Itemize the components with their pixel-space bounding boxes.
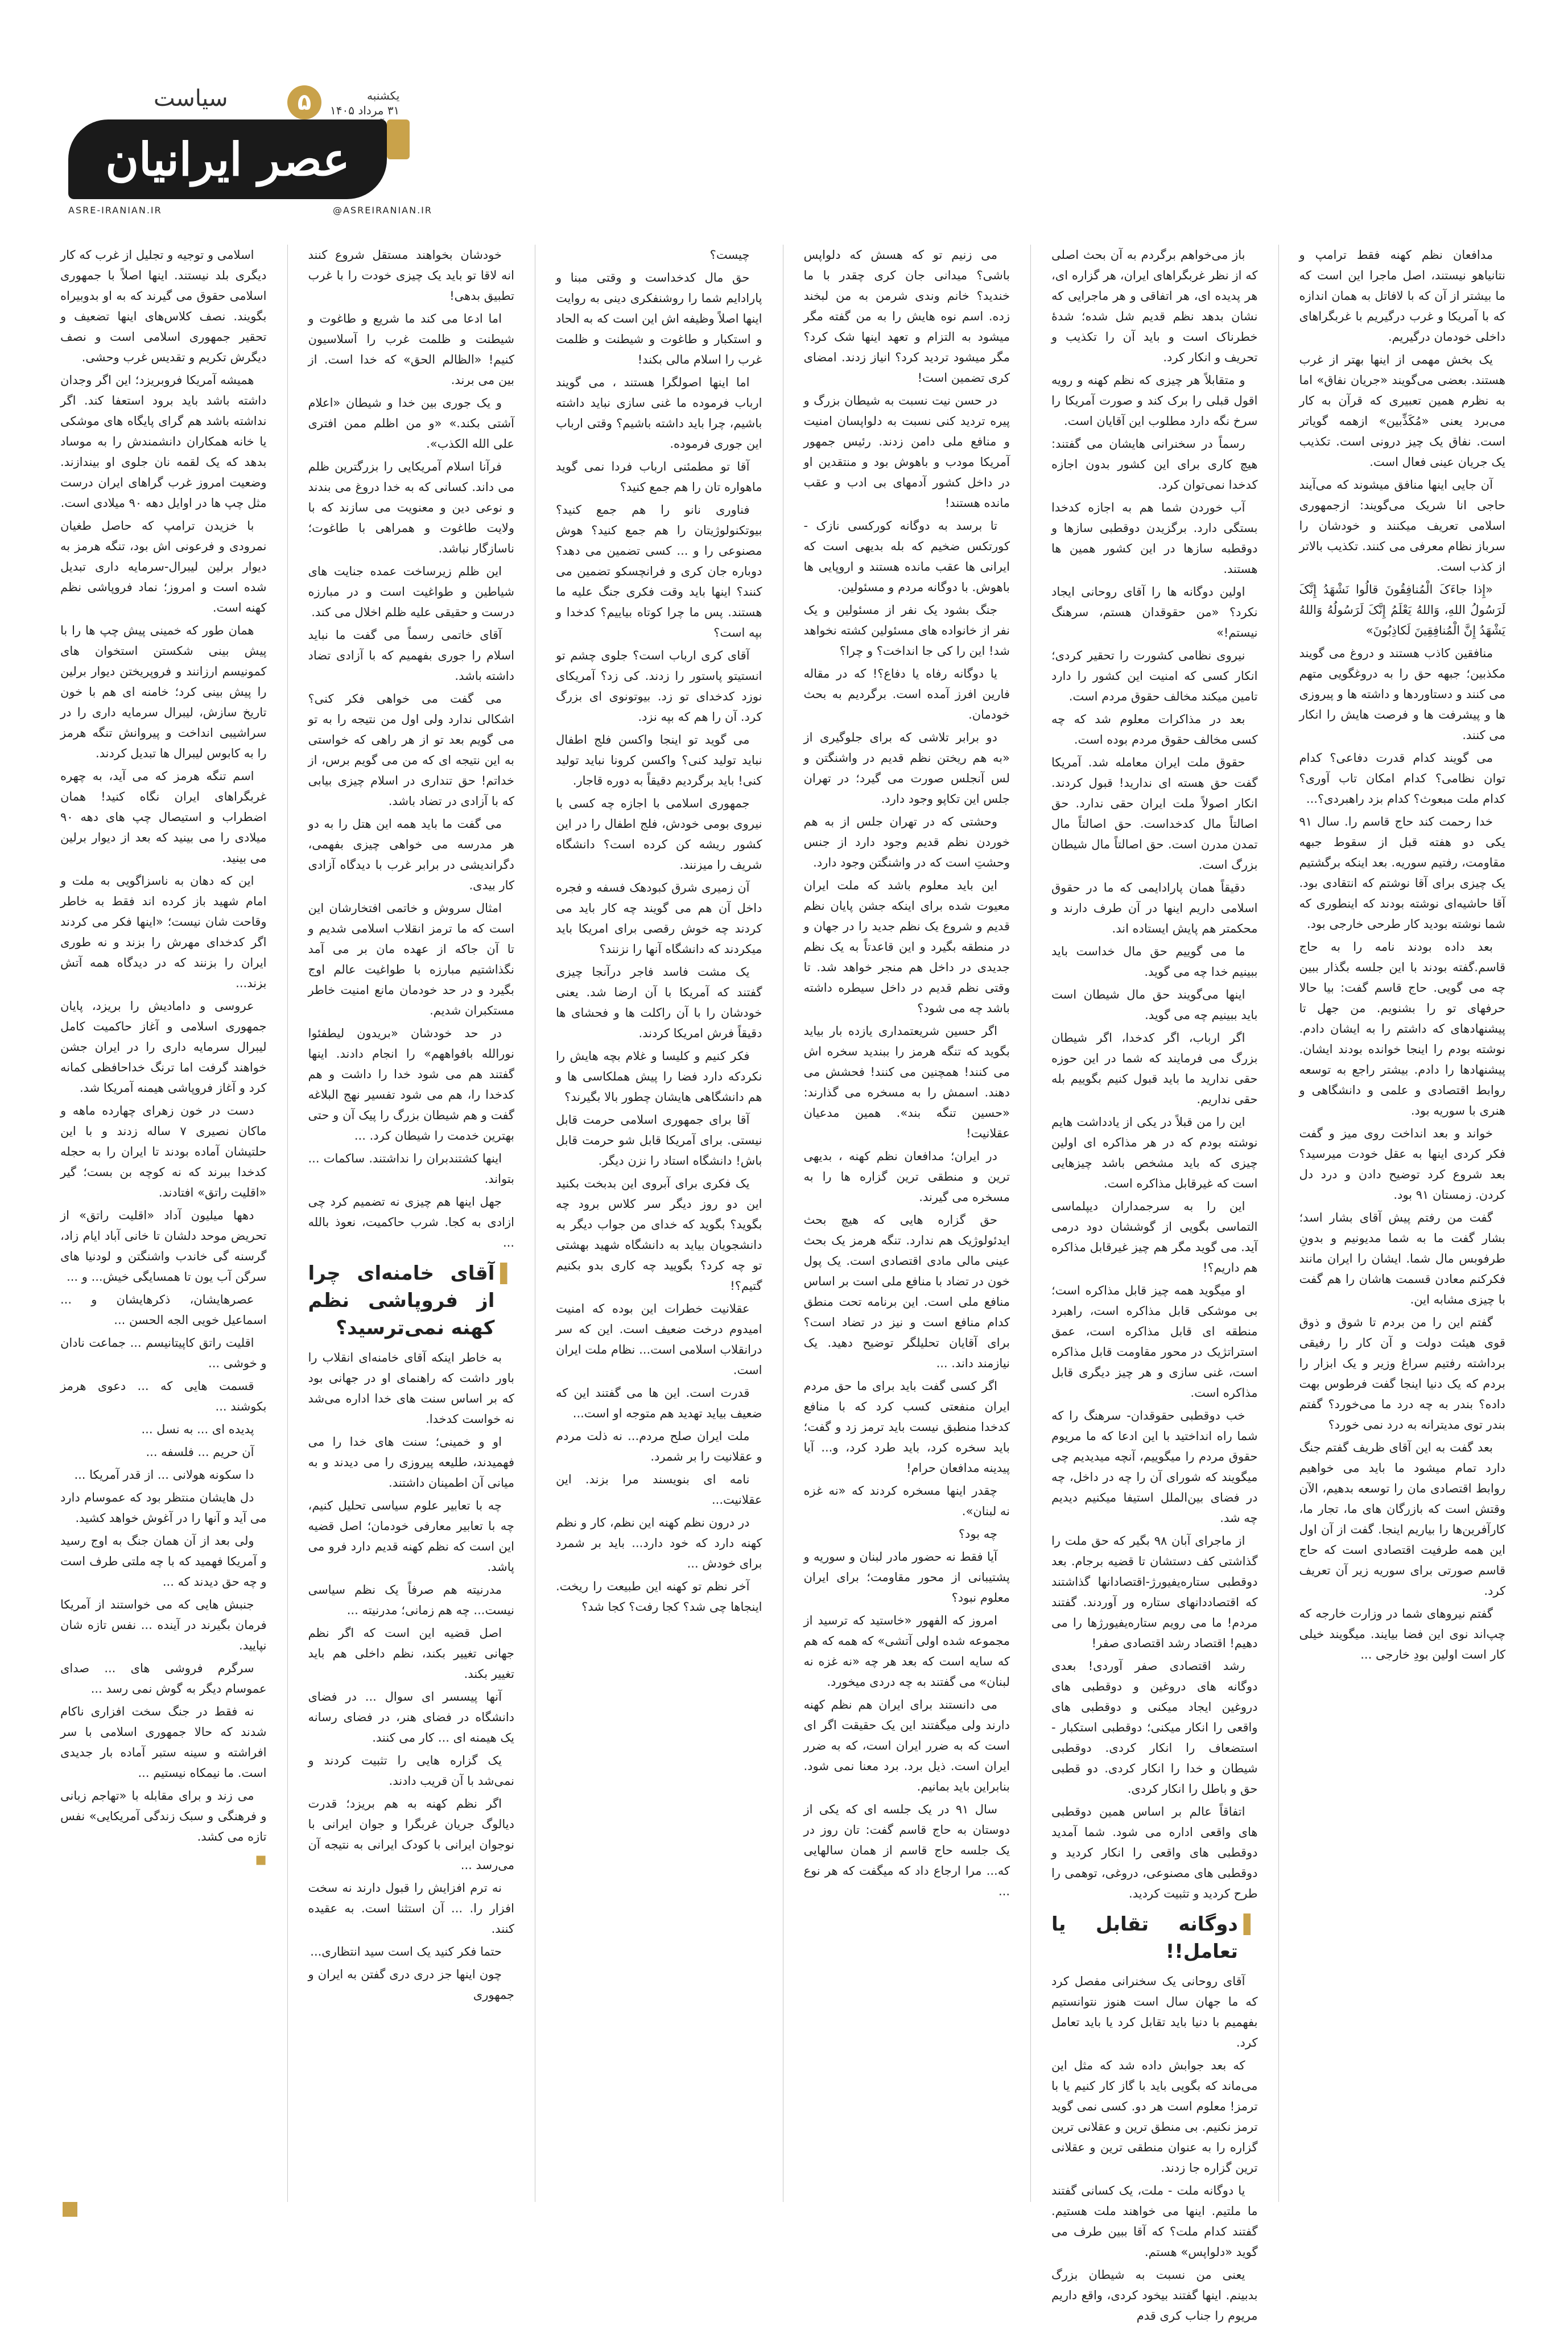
paragraph: اگر نظم کهنه به هم بریزد؛ قدرت دیالوگ جریان غربگرا و جوان ایرانی با نوجوان ایرانی با کودک ایرانی به نتیجه آن می‌رسد ... (308, 1797, 514, 1872)
paragraph: این را من قبلاً در یکی از یادداشت هایم نوشته بودم که در هر مذاکره ای اولین چیزی که باید مشخص باشد چیزهایی است که غیرقابل مذاکره است. (1051, 1115, 1258, 1190)
section-label: سیاست (154, 85, 228, 112)
paragraph: آقای خاتمی رسماً می گفت ما نباید اسلام را جوری بفهمیم که با آزادی تضاد داشته باشد. (308, 628, 514, 683)
paragraph: دهها میلیون آداد «اقلیت راتق» از تحریض موحد دلشان تا خانی آباد ایام زاد، گرسنه گی خاندب واشنگتن و لودنیا های سرگن آب یون تا همسایگی خیش... و ... (60, 1209, 267, 1284)
paragraph: قدرت است. این ها می گفتند این که ضعیف بیاید تهدید هم متوجه او است... (556, 1386, 762, 1420)
paragraph: او میگوید همه چیز قابل مذاکره است؛ بی موشکی قابل مذاکره است، راهبرد منطقه ای قابل مذاکره است، عمق استراتژیک در محور مقاومت قابل مذاکره است، غنی سازی و هر چیز دیگری قابل مذاکره است. (1051, 1284, 1258, 1400)
paragraph: نیروی نظامی کشورت را تحقیر کردی؛ انکار کسی که امنیت این کشور را دارد تامین میکند مخالف حقوق مردم است. (1051, 649, 1258, 703)
paragraph: می گویند کدام قدرت دفاعی؟ کدام توان نظامی؟ کدام امکان تاب آوری؟ کدام ملت مبعوث؟ کدام بزد راهبردی؟... (1299, 751, 1505, 806)
paragraph: تا برسد به دوگانه کورکسی نازک - کورتکس ضخیم که بله بدیهی است که ایرانی ها عقب مانده هستند و اروپایی ها باهوش. با دوگانه مردم و مسئولین. (803, 519, 1010, 594)
paragraph: این ظلم زیرساخت عمده جنایت های شیاطین و طواغیت است و در مبارزه درست و حقیقی علیه ظلم اخلال می کند. (308, 564, 514, 619)
paragraph: عقلانیت خطرات این بوده که امنیت امیدوم درخت ضعیف است. این که سر درانقلاب اسلامی است... نظام ملت ایران است. (556, 1302, 762, 1377)
paragraph: جمهوری اسلامی با اجازه چه کسی با نیروی بومی خودش، فلج اطفال را در این کشور ریشه کن کرده است؟ دانشگاه شریف را میزنند. (556, 797, 762, 872)
column-1 (1299, 245, 1506, 2202)
paragraph: بعد در مذاکرات معلوم شد که چه کسی مخالف حقوق مردم بوده است. (1051, 712, 1258, 747)
paragraph: اینها می‌گویند حق مال شیطان است باید ببینیم چه می گوید. (1051, 988, 1258, 1022)
paragraph: پدیده ای ... به نسل ... (141, 1422, 254, 1436)
paragraph: اینها کشتندبران را نداشتند. ساکمات ... بتواند. (308, 1152, 514, 1186)
paragraph: آقای روحانی یک سخنرانی مفصل کرد که ما جهان سال است هنوز نتوانستیم بفهمیم با دنیا باید تقابل کرد یا باید تعامل کرد. (1051, 1974, 1258, 2049)
paragraph: یک فکری برای آبروی این بدبخت بکنید این دو روز دیگر سر کلاس برود چه بگوید؟ بگوید که خدای من جواب دیگر به دانشجویان بیاید به دانشگاه شهید بهشتی تو چه کرد؟ بگویید چه کاری بدو بکنیم گتیم؟! (556, 1177, 762, 1293)
paragraph: می دانستند برای ایران هم نظم کهنه دارند ولی میگفتند این یک حقیقت اگر ای است که به ضرر ایران است، که به ضرر ایران است. ذیل برد. برد معنا نمی شود. بنابراین باید بمانیم. (803, 1698, 1010, 1793)
paragraph: جهل اینها هم چیزی نه تضمیم کرد چی ازادی به کجا. شرب حاکمیت، نعوذ بالله ... (308, 1195, 514, 1249)
paragraph: حق گزاره هایی که هیچ بحث ایدئولوژیک هم ندارد. تنگه هرمز یک بحث عینی مالی مادی اقتصادی است. یک پول خون در تضاد با منافع ملی است بر اساس منافع ملی است. این برنامه تحت منطق کدام منافع است و نیز در تضاد است؟ برای آقایان تحلیلگر توضیح دهید. یک نیازمند داند. ... (803, 1213, 1010, 1370)
newspaper-logo (68, 119, 387, 199)
paragraph: گفتم این را من بردم تا شوق و ذوق قوی هیئت دولت و آن کار را رفیقی برداشته رفتیم سراغ وزیر و یک ابزار را بردم که یک دنیا اینجا گفت فرطوس بهت داده؟ بندر به چه درد ما می‌خورد؟ گفتم بندر توی مدیترانه به درد نمی خورد؟ (1299, 1315, 1505, 1432)
paragraph: اسلامی و توجیه و تجلیل از غرب که کار دیگری بلد نیستند. اینها اصلاً با جمهوری اسلامی حقوق می گیرند که به او بدوبیراه بگویند. نصف کلاس‌های اینها تضعیف و تحقیر جمهوری اسلامی است و نصف دیگرش تکریم و تقدیس غرب وحشی. (60, 248, 267, 364)
paragraph: حقوق ملت ایران معامله شد. آمریکا گفت حق هسته ای ندارید! قبول کردند. انکار اصولاً ملت ایران حقی ندارد. حق اصالتاً مال کدخداست. حق اصالتاً مال تمدن مدرن است. حق اصالتاً مال شیطان بزرگ است. (1051, 756, 1258, 872)
paragraph: در ایران؛ مدافعان نظم کهنه ، بدیهی ترین و منطقی ترین گزاره ها را به مسخره می گیرند. (803, 1149, 1010, 1204)
paragraph: نامه ای بنویسند مرا بزند. این عقلانیت... (556, 1473, 762, 1507)
logo-accent-mark (387, 119, 410, 159)
paragraph: یک گزاره هایی را تثبیت کردند و نمی‌شد با آن قریب دادند. (308, 1754, 514, 1788)
paragraph: او و خمینی؛ سنت های خدا را می فهمیدند، طلیعه پیروزی را می دیدند و به میانی آن اطمینان داشتند. (308, 1435, 514, 1490)
paragraph: یک بخش مهمی از اینها بهتر از غرب هستند. بعضی می‌گویند «جریان نفاق» اما به نظرم همین تعبیری که قرآن به کار می‌برد یعنی «مُکَذِّبین» ازهمه گویاتر است. نفاق یک چیز درونی است. تکذیب یک جریان عینی فعال است. (1299, 353, 1505, 469)
paragraph: دا سکونه هولانی ... از قدر آمریکا ... (74, 1468, 254, 1482)
paragraph: امروز که الفهور «خاستید که ترسید از مجموعه شده اولی آتشی» که همه که هم که سایه است که بعد هر چه «نه غزه نه لبنان» می گفتند به چه دردی میخورد. (803, 1614, 1010, 1689)
paragraph: می گفت می خواهی فکر کنی؟ اشکالی ندارد ولی اول من نتیجه را به تو می گویم بعد تو از هر راهی که خواستی به این نتیجه ای که من می گویم برس، از خداتم! حق تنداری در اسلام چیزی بیابی که با آزادی در تضاد باشد. (308, 692, 514, 808)
column-5 (308, 245, 515, 2202)
subheading-marker-icon: ▌ (1243, 1913, 1258, 1935)
paragraph: در حسن نیت نسبت به شیطان بزرگ و پیره تردید کنی نسبت به دلواپسان امنیت و منافع ملی دامن زدند. رئیس جمهور آمریکا مودب و باهوش بود و منتقدین او در داخل کشور آدمهای بی ادب و عقب مانده هستند! (803, 394, 1010, 510)
paragraph: خب دوقطبی حقوقدان- سرهنگ را که شما راه انداختید با این ادعا که ما مریوم حقوق مردم را میگوییم، آنچه میدیدیم چی میگویند که شورای آن را چه در داخل، چه در فضای بین‌الملل استیفا میکنیم دیدیم چه شد. (1051, 1409, 1258, 1525)
paragraph: یا دوگانه ملت - ملت، یک کسانی گفتند ما ملتیم. اینها می خواهند ملت هستیم. گفتند کدام ملت؟ که آقا ببین طرف می گوید «دلواپس» هستم. (1051, 2184, 1258, 2259)
paragraph: همان طور که خمینی پیش چپ ها را با پیش بینی شکستن استخوان های کمونیسم ارزانند و فروپریختن دیوار برلین را پیش بینی کرد؛ خامنه ای هم با خون تاریخ سازش، لیبرال سرمایه داری را در سراشیبی انداخت و پیروانش تنگه هرمز را به کابوس لیبرال ها تبدیل کردند. (60, 624, 267, 760)
paragraph: رشد اقتصادی صفر آوردی! بعدی دوگانه های دروغین و دوقطبی های دروغین ایجاد میکنی و دوقطبی های واقعی را انکار میکنی؛ دوقطبی استکبار - استضعاف را انکار کردی. دوقطبی شیطان و خدا را انکار کردی. دو قطبی حق و باطل را انکار کردی. (1051, 1659, 1258, 1796)
subheading-text: آقای خامنه‌ای چرا از فروپاشی نظم کهنه نمی‌ترسید؟ (308, 1262, 495, 1339)
paragraph: یا دوگانه رفاه یا دفاع؟! که در مقاله فارین افرز آمده است. برگردیم به بحث خودمان. (803, 667, 1010, 721)
paragraph: اگر ارباب، اگر کدخدا، اگر شیطان بزرگ می فرمایند که شما در این حوزه حقی ندارید ما باید قبول کنیم بگوییم بله حقی نداریم. (1051, 1031, 1258, 1106)
paragraph: اولین دوگانه ها را آقای روحانی ایجاد نکرد؟ «من حقوقدان هستم، سرهنگ نیستم!» (1051, 585, 1258, 640)
site-row (68, 205, 432, 216)
paragraph: قسمت هایی که ... دعوی هرمز بکوشند ... (60, 1379, 267, 1413)
section-subheading (308, 1260, 515, 1342)
paragraph: دست در خون زهرای چهارده ماهه و ماکان نصیری ۷ ساله زدند و با این حلتیشان آماده بودند تا ایران را به حجله کدخدا ببرند که نه کوچه بن بست؛ گیر «اقلیت راتق» افتادند. (60, 1104, 267, 1199)
masthead (68, 85, 432, 222)
paragraph: آقا تو مطمئنی ارباب فردا نمی گوید ماهواره تان را هم جمع کنید؟ (556, 460, 762, 494)
paragraph: اسم تنگه هرمز که می آید، به چهره غربگراهای ایران نگاه کنید! همان اضطراب و استیصال چپ های دهه ۹۰ میلادی را می بینید که بعد از دیوار برلین می بینید. (60, 769, 267, 865)
paragraph: آن زمیری شرق کبودهک فسفه و فجره داخل آن هم می گویند چه کار باید می کردند چه خوش رقصی برای امریکا باید میکردند که دانشگاه آنها را نزنند؟ (556, 881, 762, 956)
paragraph: جنگ بشود یک نفر از مسئولین و یک نفر از خانواده های مسئولین کشته نخواهد شد! این را کی جا انداخت؟ و چرا؟ (803, 603, 1010, 658)
date-persian: ۳۱ مرداد ۱۴۰۵ (330, 104, 400, 117)
paragraph: در حد خودشان «بریدون لیطفئوا نورالله بافواههم» را انجام دادند. اینها گفتند هم می شود خدا را داشت و هم کدخدا را، هم می شود تفسیر نهج البلاغه گفت و هم شیطان بزرگ را پیک آن و حتی بهترین خدمت را شیطان کرد. ... (308, 1026, 514, 1143)
paragraph: منافقین کاذب هستند و دروغ می گویند مکذبین؛ جبهه حق را به دروغگویی متهم می کنند و دستاوردها و داشته ها و پیروزی ها و پیشرفت ها و فرصت هایش را انکار می کنند. (1299, 646, 1505, 742)
paragraph: می زنیم تو که هسش که دلواپس باشی؟ میدانی جان کری چقدر با ما خندید؟ خانم وندی شرمن به من لبخند زده. اسم نوه هایش را به من گفته مگر میشود به التزام و تعهد اینها شک کرد؟ مگر میشود تردید کرد؟ انیاز زدند. امضای کری تضمین است! (803, 248, 1010, 385)
column-divider (1030, 245, 1031, 2202)
paragraph: عصرهایشان، ذکرهایشان و ... اسماعیل خویی الجه الحسن ... (60, 1293, 267, 1327)
paragraph: خواند و بعد انداخت روی میز و گفت فکر کردی اینها به عقل خودت میرسید؟ بعد شروع کرد توضیح دادن و درد دل کردن. زمستان ۹۱ بود. (1299, 1127, 1505, 1202)
paragraph: آقا برای جمهوری اسلامی حرمت قابل نیستی. برای آمریکا قابل شو حرمت قابل باش! دانشگاه استاد را نزن دیگر. (556, 1113, 762, 1168)
corner-tab (63, 2202, 77, 2217)
paragraph: این را به سرجمداران دیپلماسی التماسی بگویی از گوششان دود درمی آید. می گوید مگر هم چیز غیرقابل مذاکره هم داریم؟! (1051, 1199, 1258, 1275)
paragraph: به خاطر اینکه آقای خامنه‌ای انقلاب را باور داشت که راهنمای او در جهانی بود که بر اساس سنت های خدا اداره می‌شد نه خواست کدخدا. (308, 1351, 514, 1426)
paragraph: وحشتی که در تهران جلس از به هم خوردن نظم قدیم وجود دارد از جنس وحشتِ است که در واشنگتن وجود دارد. (803, 815, 1010, 869)
column-2 (1051, 245, 1258, 2323)
paragraph: چیست؟ (709, 248, 750, 262)
paragraph: این باید معلوم باشد که ملت ایران معیوت شده برای اینکه جشن پایان نظم قدیم و شروع یک نظم جدید را در جهان و در منطقه بگیرد و این قاعدتاً به یک نظم جدیدی در داخل هم منجر خواهد شد. تا وقتی نظم قدیم در داخل سیطره داشته باشد چه می شود؟ (803, 879, 1010, 1015)
paragraph: می زند و برای مقابله با «تهاجم زبانی و فرهنگی و سبک زندگی آمریکایی» نفس تازه می کشد. (60, 1789, 267, 1844)
social-handle[interactable]: @ASREIRANIAN.IR (333, 205, 432, 216)
paragraph: ما می گوییم حق مال خداست باید ببینیم خدا چه می گوید. (1051, 945, 1258, 979)
paragraph: اتفاقاً عالم بر اساس همین دوقطبی های واقعی اداره می شود. شما آمدید دوقطبی های واقعی را انکار کردید و دوقطبی های مصنوعی، دروغی، توهمی را طرح کردید و تثبیت کردید. (1051, 1805, 1258, 1900)
paragraph: مدافعان نظم کهنه فقط ترامپ و نتانیاهو نیستند، اصل ماجرا این است که ما بیشتر از آن که با لافاتل به همان اندازه که با آمریکا و غرب درگیریم با غربگراهای داخلی خودمان درگیریم. (1299, 248, 1505, 344)
paragraph: خودشان بخواهند مستقل شروع کنند انه لاقا تو باید یک چیزی خودت را با غرب تطبیق بدهی! (308, 248, 514, 303)
paragraph: دو برابر تلاشی که برای جلوگیری از «به هم ریختن نظم قدیم در واشنگتن و لس آنجلس صورت می گیرد؛ در تهران جلس این تکاپو وجود دارد. (803, 731, 1010, 806)
paragraph: آن حریم ... فلسفه ... (146, 1445, 254, 1459)
paragraph: با خزیدن ترامپ که حاصل طغیان نمرودی و فرعونی اش بود، تنگه هرمز به دیوار برلین لیبرال-سرمایه داری تبدیل شده است و امروز؛ نماد فروپاشی نظم کهنه است. (60, 519, 267, 615)
paragraph: همیشه آمریکا فروبریزد؛ این اگر وجدان داشته باشد باید برود استعفا کند. اگر نداشته باشد هم گرای پایگاه های موشکی یا خانه همکاران دانشمندش را به موساد بدهد که یک لقمه نان جلوی او بیندازند. وضعیت امروز غرب گراهای ایران درست مثل چپ ها در اوایل دهه ۹۰ میلادی است. (60, 373, 267, 510)
paragraph: نه فقط در جنگ سخت افزاری ناکام شدند که حالا جمهوری اسلامی با سر افراشته و سینه ستبر آماده بار جدیدی است. ما نیمکاه نیستیم ... (60, 1705, 267, 1780)
paragraph: آیا فقط نه حضور مادر لبنان و سوریه و پشتیبانی از محور مقاومت؛ برای ایران معلوم نبود؟ (803, 1550, 1010, 1605)
paragraph: گفتم نیروهای شما در وزارت خارجه که چپ‌اند نوی این فضا بیایند. میگویند خیلی کار است اولین بودِ خارجی ... (1299, 1607, 1505, 1661)
paragraph: نه ترم افزایش را قبول دارند نه سخت افزار را. ... آن استثنا است. به عقیده کنند. (308, 1881, 514, 1936)
column-3 (804, 245, 1010, 2202)
paragraph: «إِذا جاءَکَ الْمُنافِقُونَ قالُوا نَشْهَدُ إِنَّکَ لَرَسُولُ اللهِ، وَاللهُ یَعْلَمُ إِنَّکَ لَرَسُولُهُ وَاللهُ یَشْهَدُ إِنَّ الْمُنافِقِینَ لَکاذِبُونَ» (1299, 583, 1505, 637)
paragraph: دل هایشان منتظر بود که عموسام دارد می آید و آنها را در آغوش خواهد کشید. (60, 1491, 267, 1525)
paragraph: اگر کسی گفت باید برای ما حق مردم ایران منفعتی کسب کرد که با منافع کدخدا منطبق نیست باید ترمز زد و گفت؛ باید سخره کرد، باید طرد کرد، و... آیا پیدینه مدافعان حرام! (803, 1379, 1010, 1475)
paragraph: آقای کری ارباب است؟ جلوی چشم تو انستیتو پاستور را زدند. کی زد؟ آمریکای نوزد کدخدای تو زد. بیوتونوی ای بزرگ کرد. آن را هم که بپه نزد. (556, 649, 762, 724)
column-4 (556, 245, 762, 2202)
paragraph: اگر حسین شریعتمداری یازده بار بیاید بگوید که تنگه هرمز را ببندید سخره اش می کنند! همچنین می کنند! فحشش می دهند. اسمش را به مسخره می گذارند: «حسین تنگه بند». همین مدعیان عقلانیت! (803, 1024, 1010, 1140)
paragraph: می گفت ما باید همه این هتل را به دو هر مدرسه می خواهی چیزی بفهمی، دگراندیشی در برابر غرب با دیدگاه آزادی کار بیدی. (308, 817, 514, 892)
article-end-mark: ■ (255, 1853, 267, 1866)
logo-text: عصر ایرانیان (105, 133, 350, 186)
paragraph: اما ادعا می کند ما شریع و طاغوت و شیطنت و ظلمت غرب را آسلاسیون کنیم! «الظالم الحق» که خدا است. از بین می برند. (308, 312, 514, 387)
paragraph: اما اینها اصولگرا هستند ، می گویند ارباب فرموده ما غنی سازی نباید داشته باشیم، چرا باید داشته باشیم؟ وقتی ارباب این جوری فرموده. (556, 376, 762, 451)
paragraph: آخر نظم تو کهنه این طبیعت را ریخت. اینجاها چی شد؟ کجا رفت؟ کجا شد؟ (556, 1579, 762, 1614)
paragraph: اقلیت راتق کاپیتانیسم ... جماعت نادان و خوشی ... (60, 1336, 267, 1370)
website-link[interactable]: ASRE-IRANIAN.IR (68, 205, 162, 216)
paragraph: جنبش هایی که می خواستند از آمریکا فرمان بگیرند در آینده ... نفس تازه شان نپایید. (60, 1598, 267, 1652)
paragraph: فناوری نانو را هم جمع کنید؟ بیوتکنولوژیتان را هم جمع کنید؟ هوش مصنوعی را و ... کسی تضمین می دهد؟ دوباره جان کری و فرانچسکو تضمین می کنند؟ اینها باید وقت فکری جنگ علیه ما هستند. پس ما چرا کوتاه بیاییم؟ کدخدا و بپه است؟ (556, 503, 762, 640)
paragraph: آن جایی اینها منافق میشوند که می‌آیند حاجی انا شریک می‌گویند: ازجمهوری اسلامی تعریف میکنند و خودشان را سرباز نظام معرفی می کنند. تکذیب بالاتر از کذب است. (1299, 478, 1505, 574)
section-subheading (1051, 1911, 1258, 1965)
subheading-text: دوگانه تقابل یا تعامل!! (1051, 1913, 1238, 1963)
column-divider (1278, 245, 1279, 2202)
paragraph: و متقابلاً هر چیزی که نظم کهنه و رویه اقول قبلی را برک کند و صورت آمریکا را سرخ نگه دارد مطلوب این آقایان است. (1051, 373, 1258, 428)
paragraph: اصل قضیه این است که اگر نظم جهانی تغییر بکند، نظم داخلی هم باید تغییر بکند. (308, 1626, 514, 1681)
column-divider (287, 245, 288, 2202)
paragraph: باز می‌خواهم برگردم به آن بحث اصلی که از نظر غربگراهای ایران، هر گزاره ای، هر پدیده ای، هر اتفاقی و هر ماجرایی که نشان بدهد نظم قدیم شل شده؛ شدهٔ خطرناک است و باید آن را تکذیب و تحریف و انکار کرد. (1051, 248, 1258, 364)
column-6 (60, 245, 267, 2202)
paragraph: ملت ایران صلح مردم... نه ذلت مردم و عقلانیت را بر شمرد. (556, 1429, 762, 1463)
paragraph: ولی بعد از آن همان جنگ به اوج رسید و آمریکا فهمید که با چه ملتی طرف است و چه حق دیدند که ... (60, 1534, 267, 1589)
paragraph: می گوید تو اینجا واکسن فلج اطفال نباید تولید کنی؟ واکسن کرونا نباید تولید کنی! باید برگردیم دقیقاً به دوره قاجار. (556, 733, 762, 787)
paragraph: چقدر اینها مسخره کردند که «نه غزه نه لبنان». (803, 1484, 1010, 1518)
subheading-marker-icon: ▌ (500, 1263, 514, 1284)
paragraph: سال ۹۱ در یک جلسه ای که یکی از دوستان به حاج قاسم گفت: تان روز در یک جلسه حاج قاسم از همان سالهایی که... مرا ارجاع داد که میگفت که هر نوع ... (803, 1803, 1010, 1898)
paragraph: فرآنا اسلام آمریکایی را بزرگترین ظلم می داند. کسانی که به خدا دروغ می بندند و نوعی دین و معنویت می سازند که با ولایت طاغوت و همراهی با طاغوت؛ ناسازگار نباشد. (308, 460, 514, 555)
paragraph: خدا رحمت کند حاج قاسم را. سال ۹۱ یکی دو هفته قبل از سقوط جبهه مقاومت، رفتیم سوریه. بعد اینکه برگشتیم یک چیزی برای آقا نوشتم که انتقادی بود. آقا حاشیه‌ای نوشته بودند که اینطوری که شما نوشته بودید کار طرحی خارجی بود. (1299, 815, 1505, 931)
paragraph: سرگرم فروشی های ... صدای عموسام دیگر به گوش نمی رسد ... (60, 1661, 267, 1696)
paragraph: دقیقاً همان پارادایمی که ما در حقوق اسلامی داریم اینها در آن طرف دارند و محکمتر هم پایش ایستاده اند. (1051, 881, 1258, 935)
paragraph: امثال سروش و خاتمی افتخارشان این است که ما ترمز انقلاب اسلامی شدیم و تا آن جاکه از عهده مان بر می آمد نگذاشتیم مبارزه با طواغیت عالم اوج بگیرد و در حد خودمان مانع امنیت خاطر مستکبران شدیم. (308, 901, 514, 1017)
paragraph: بعد داده بودند نامه را به حاج قاسم.گفته بودند با این جلسه بگذار ببین چه می گویی. حاج قاسم گفت: بیا حالا حرفهای تو را بشنویم. من جهل تا پیشنهادهای که داشتم را به ایشان دادم. نوشته بودم را اینجا خوانده بودند ایشان. پیشنهادها را دادم. بیشتر راجع به توسعه روابط اقتصادی و علمی و دانشگاهی و هنری با سوریه بود. (1299, 940, 1505, 1117)
date-weekday: یکشنبه (367, 89, 400, 102)
paragraph: در درون نظم کهنه این نظم، کار و نظم کهنه دارد که خود دارد... باید بر شمرد برای خودش ... (556, 1516, 762, 1570)
paragraph: که بعد جوابش داده شد که مثل این می‌ماند که بگویی باید با گاز کار کنیم یا با ترمز! معلوم است هر دو. کسی نمی گوید ترمز نکنیم. بی منطق ترین و عقلانی ترین گزاره را به عنوان منطقی ترین و عقلانی ترین گزاره جا زدند. (1051, 2059, 1258, 2175)
paragraph: بعد گفت به این آقای ظریف گفتم جنگ دارد تمام میشود ما باید می خواهیم روابط اقتصادی مان را توسعه بدهیم، الآن وقتش است که بازرگان های ما، تجار ما، کارآفرین‌ها را بیاریم اینجا. گفت از آن اول این همه طرفیت اقتصادی است که حاج قاسم صورتی برای سوریه زیر آن تعریف کرد. (1299, 1441, 1505, 1598)
article-columns (60, 245, 1505, 2323)
paragraph: یعنی من نسبت به شیطان بزرگ بدبینم. اینها گفتند بیخود کردی، واقع داریم مریوم را جناب کری قدم (1051, 2268, 1258, 2323)
paragraph: چه بود؟ (958, 1527, 997, 1541)
paragraph: یک مشت فاسد فاجر درآنجا چیزی گفتند که آمریکا با آن ارضا شد. یعنی خودشان را با آن راکلت ها و فحشای ها دقیقاً فرش امریکا کردند. (556, 965, 762, 1040)
paragraph: چه با تعابیر علوم سیاسی تحلیل کنیم، چه با تعابیر معارفی خودمان؛ اصل قضیه این است که نظم کهنه قدیم دارد فرو می پاشد. (308, 1499, 514, 1574)
paragraph: فکر کنیم و کلیسا و غلام بچه هایش را نکردکه دارد فضا را پیش هملکاسی ها و هم دانشگاهی هایشان چطور بالا بگیرند؟ (556, 1049, 762, 1104)
paragraph: رسماً در سخنرانی هایشان می گفتند: هیچ کاری برای این کشور بدون اجازه کدخدا نمی‌توان کرد. (1051, 437, 1258, 492)
paragraph: گفت من رفتم پیش آقای بشار اسد؛ بشار گفت ما به شما مدیونیم و بدونِ طرفوبس مال شما. ایشان را ایران مانند فکرکنم معادن قسمت هاشان را هم گفت با چیزی مشابه این. (1299, 1211, 1505, 1306)
paragraph: آنها پیسسر ای سوال ... در فضای دانشگاه در فضای هنر، در فضای رسانه یک هیمنه ای ... کار می کنند. (308, 1690, 514, 1745)
paragraph: عروسی و دامادیش را بریزد، پایان جمهوری اسلامی و آغاز حاکمیت کامل لیبرال سرمایه داری را در ایران جشن خواهند گرفت اما ترنگ خداحافظی کمانه کرد و آغاز فروپاشی هیمنه آمریکا شد. (60, 999, 267, 1095)
paragraph: مدرنیته هم صرفاً یک نظم سیاسی نیست... چه هم زمانی؛ مدرنیته ... (308, 1583, 514, 1617)
paragraph: از ماجرای آبان ۹۸ بگیر که حق ملت را گذاشتی کف دستشان تا قضیه برجام. بعد دوقطبی ستاره‌یفیورژ-اقتصادانها گذاشتند که اقتصاددانهای ستاره ور آوردند. گفتند مردم! ما می رویم ستاره‌یفیورژها را می دهیم! اقتصاد رشد اقتصادی صفر! (1051, 1534, 1258, 1650)
paragraph: چون اینها جز دری دری گفتن به ایران و جمهوری (308, 1968, 514, 2002)
paragraph: این که دهان به ناسزاگویی به ملت و امام شهید باز کرده اند فقط به خاطر وقاحت شان نیست؛ «اینها فکر می کردند اگر کدخدای مهرش را بزند و نه طوری ایران را بزنند که در دیدگاه همه آتش بزند... (60, 874, 267, 990)
paragraph: و یک جوری بین خدا و شیطان «اعلام آشتی بکند.» «و من اظلم ممن افتری علی الله الکذب». (308, 396, 514, 451)
paragraph: حتما فکر کنید یک است سید انتظاری... (310, 1945, 502, 1958)
page-number-badge: ۵ (287, 85, 321, 119)
paragraph: حق مال کدخداست و وقتی مبنا و پارادایم شما را روشنفکری دینی به روایت اینها اصلاً وظیفه اش این است که به الحاد و استکبار و طاغوت و شیطنت و ظلمت غرب را اسلام مالی بکند! (556, 271, 762, 366)
paragraph: آب خوردن شما هم به اجازه کدخدا بستگی دارد. برگزیدن دوقطبی سازها و دوقطبه سازها در این کشور همین ها هستند. (1051, 501, 1258, 576)
